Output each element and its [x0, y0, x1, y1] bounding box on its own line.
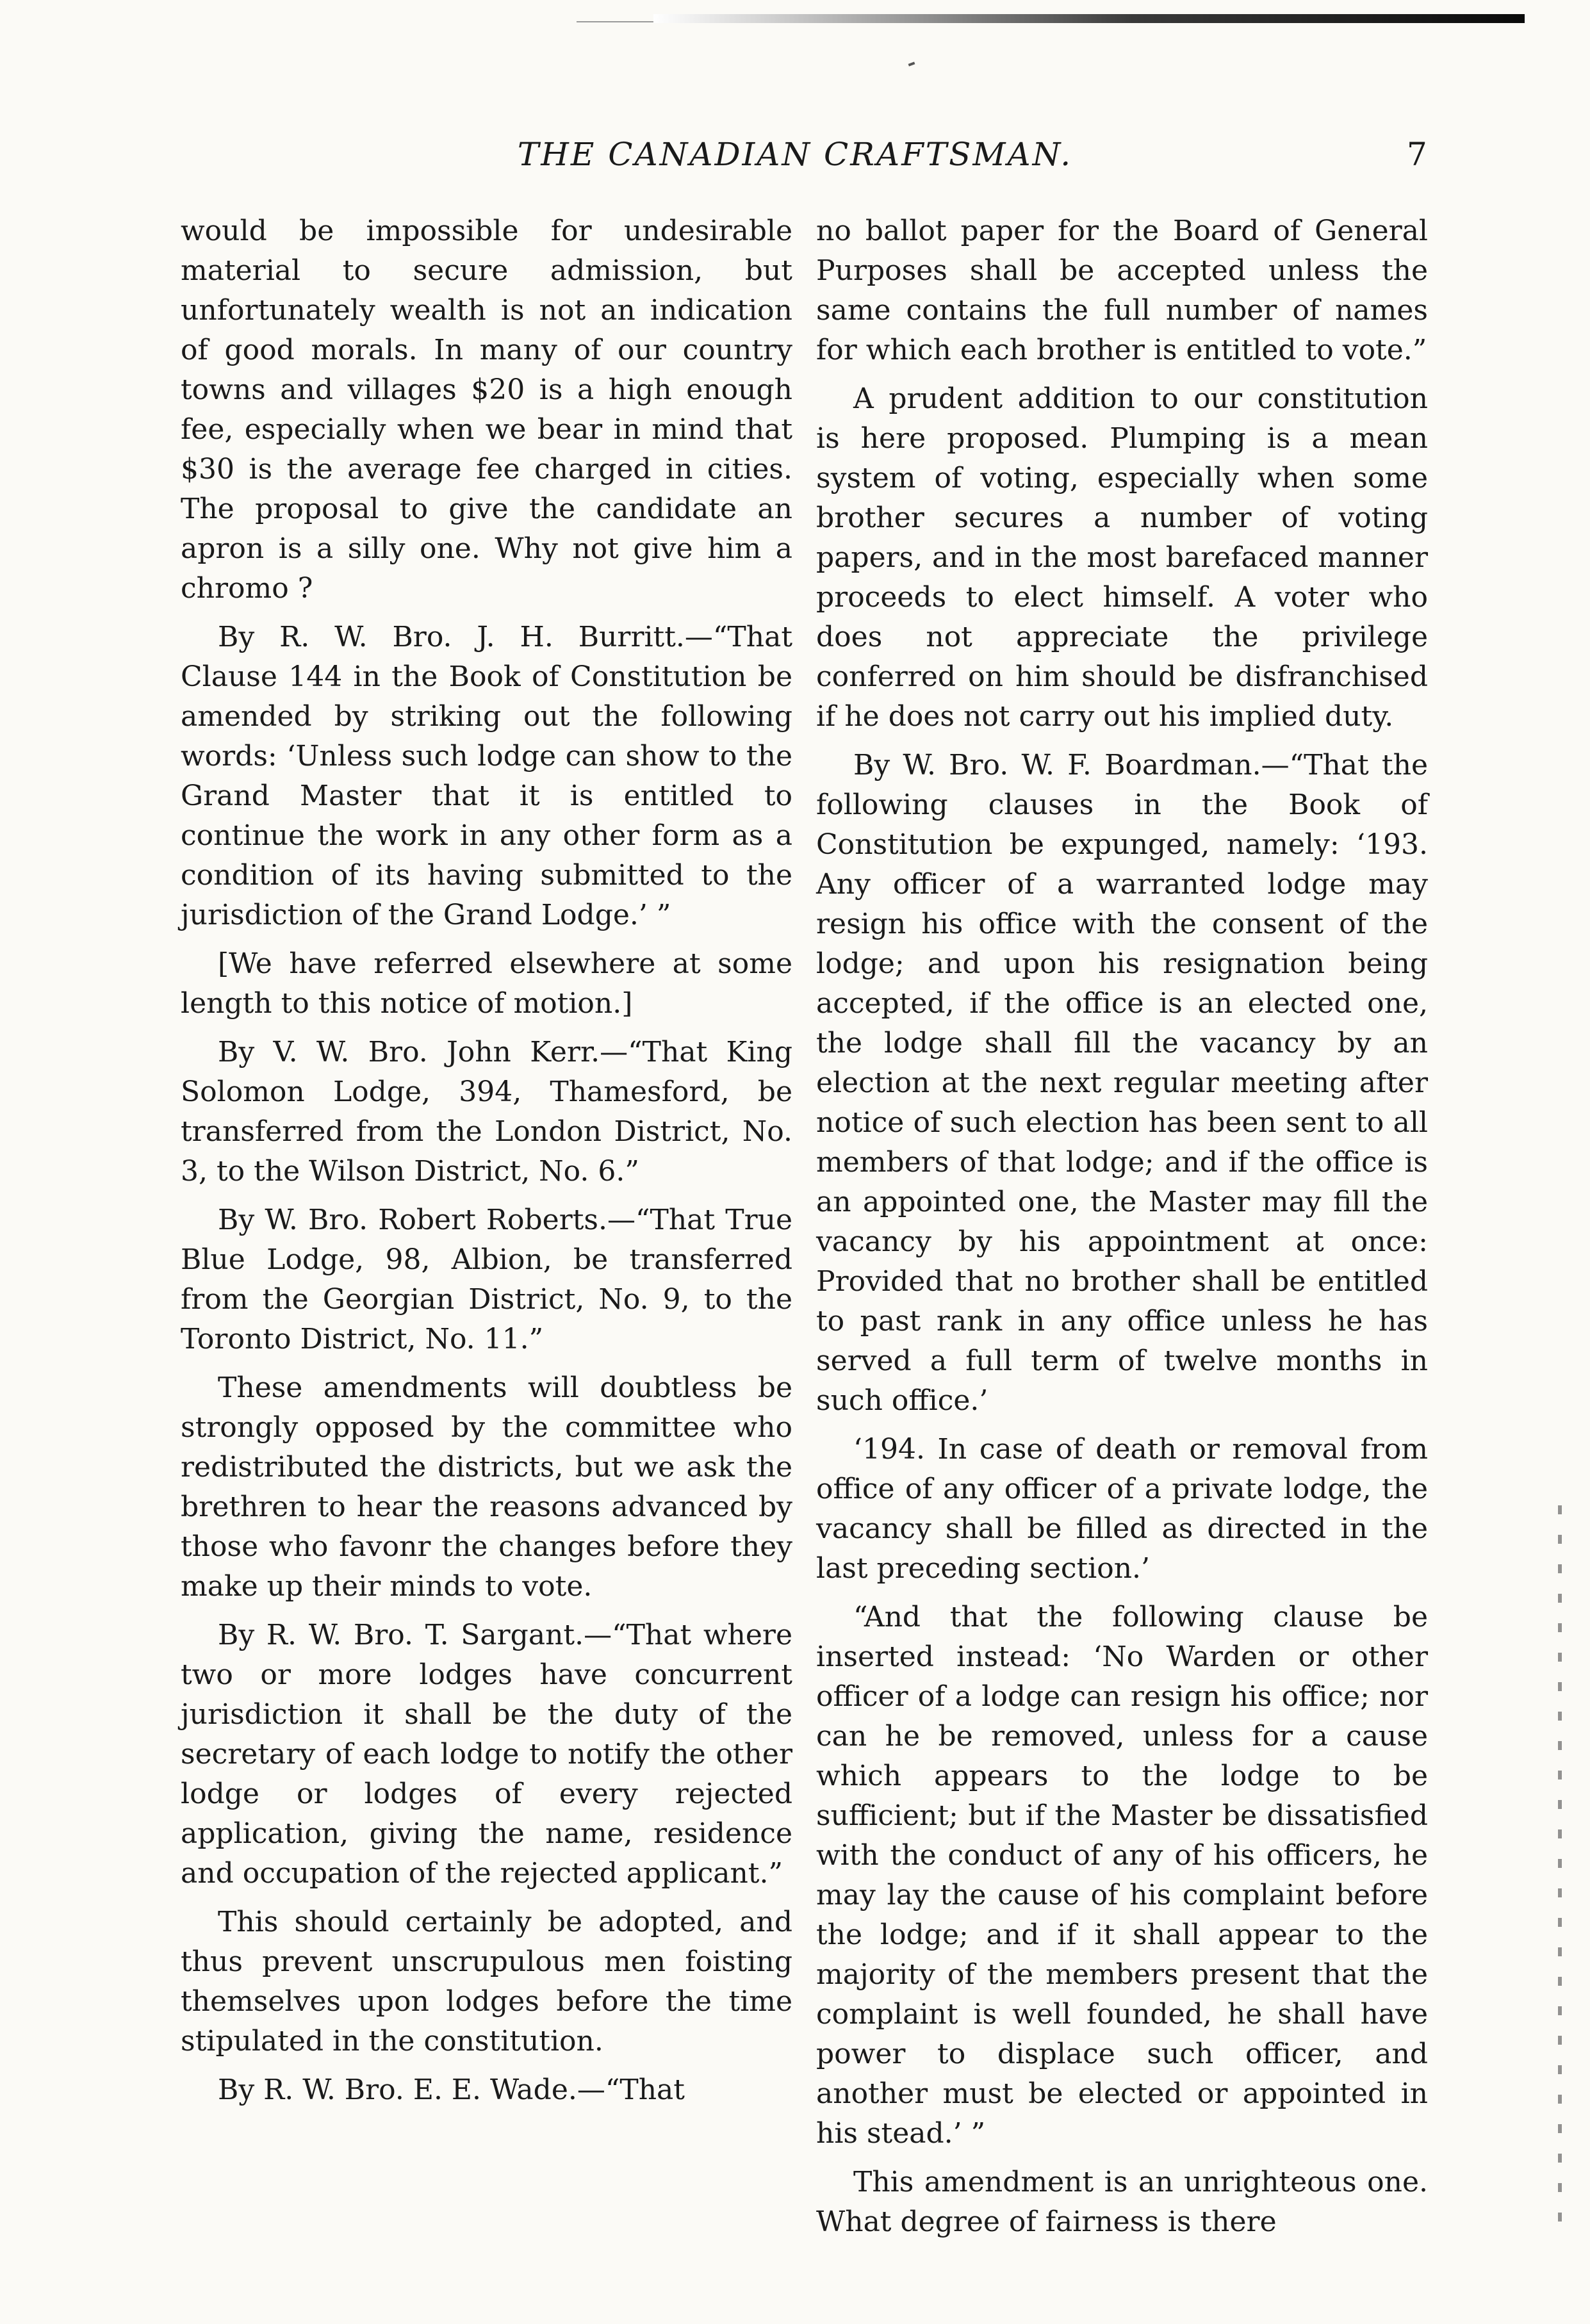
- paragraph: By V. W. Bro. John Kerr.—“That King Solomon Lodge, 394, Thamesford, be transferred from the London District, No. 3, to the Wilson District, No. 6.”: [181, 1036, 792, 1188]
- paragraph: This should certainly be adopted, and thus prevent unscrupulous men foisting themselves upon lodges before the time stipulated in the constitution.: [181, 1906, 792, 2058]
- paragraph: This amendment is an unrighteous one. What degree of fairness is there: [816, 2166, 1428, 2238]
- right-column: [816, 211, 1428, 2251]
- paragraph: By W. Bro. Robert Roberts.—“That True Blue Lodge, 98, Albion, be transferred from the Georgian District, No. 9, to the Toronto District, No. 11.”: [181, 1204, 792, 1355]
- paragraph: [We have referred elsewhere at some length to this notice of motion.]: [181, 947, 792, 1020]
- paragraph: would be impossible for undesirable material to secure admission, but unfortunately wealth is not an indication of good morals. In many of our country towns and villages $20 is a high enough fee, especially when we bear in mind that $30 is the average fee charged in cities. The proposal to give the candidate an apron is a silly one. Why not give him a chromo ?: [181, 215, 792, 605]
- left-column: [181, 211, 792, 2119]
- paragraph: “And that the following clause be inserted instead: ‘No Warden or other officer of a lodge can resign his office; nor can he be removed, unless for a cause which appears to the lodge to be sufficient; but if the Master be dissatisfied with the conduct of any of his officers, he may lay the cause of his complaint before the lodge; and if it shall appear to the majority of the members present that the complaint is well founded, he shall have power to displace such officer, and another must be elected or appointed in his stead.’ ”: [816, 1601, 1428, 2150]
- top-scan-rule: [653, 14, 1525, 23]
- paragraph: By R. W. Bro. E. E. Wade.—“That: [218, 2074, 685, 2106]
- scan-edge-marks: [1558, 1505, 1562, 2242]
- scan-speck: [908, 61, 915, 66]
- paragraph: By W. Bro. W. F. Boardman.—“That the following clauses in the Book of Constitution be expunged, namely: ‘193. Any officer of a warranted lodge may resign his office with the consent of the lodge; and upon his resignation being accepted, if the office is an elected one, the lodge shall fill the vacancy by an election at the next regular meeting after notice of such election has been sent to all members of that lodge; and if the office is an appointed one, the Master may fill the vacancy by his appointment at once: Provided that no brother shall be entitled to past rank in any office unless he has served a full term of twelve months in such office.’: [816, 749, 1428, 1417]
- paragraph: no ballot paper for the Board of General Purposes shall be accepted unless the same contains the full number of names for which each brother is entitled to vote.”: [816, 215, 1428, 366]
- paragraph: ‘194. In case of death or removal from office of any officer of a private lodge, the vacancy shall be filled as directed in the last preceding section.’: [816, 1433, 1428, 1585]
- paragraph: By R. W. Bro. J. H. Burritt.—“That Clause 144 in the Book of Constitution be amended by striking out the following words: ‘Unless such lodge can show to the Grand Master that it is entitled to continue the work in any other form as a condition of its having submitted to the jurisdiction of the Grand Lodge.’ ”: [181, 621, 792, 931]
- paragraph: By R. W. Bro. T. Sargant.—“That where two or more lodges have concurrent jurisdiction it shall be the duty of the secretary of each lodge to notify the other lodge or lodges of every rejected application, giving the name, residence and occupation of the rejected applicant.”: [181, 1619, 792, 1890]
- running-title: THE CANADIAN CRAFTSMAN.: [517, 136, 1073, 173]
- paragraph: A prudent addition to our constitution is here proposed. Plumping is a mean system of voting, especially when some brother secures a number of voting papers, and in the most barefaced manner proceeds to elect himself. A voter who does not appreciate the privilege conferred on him should be disfranchised if he does not carry out his implied duty.: [816, 382, 1428, 733]
- paragraph: These amendments will doubtless be strongly opposed by the committee who redistributed the districts, but we ask the brethren to hear the reasons advanced by those who favonr the changes before they make up their minds to vote.: [181, 1371, 792, 1603]
- page-number: 7: [1407, 136, 1427, 173]
